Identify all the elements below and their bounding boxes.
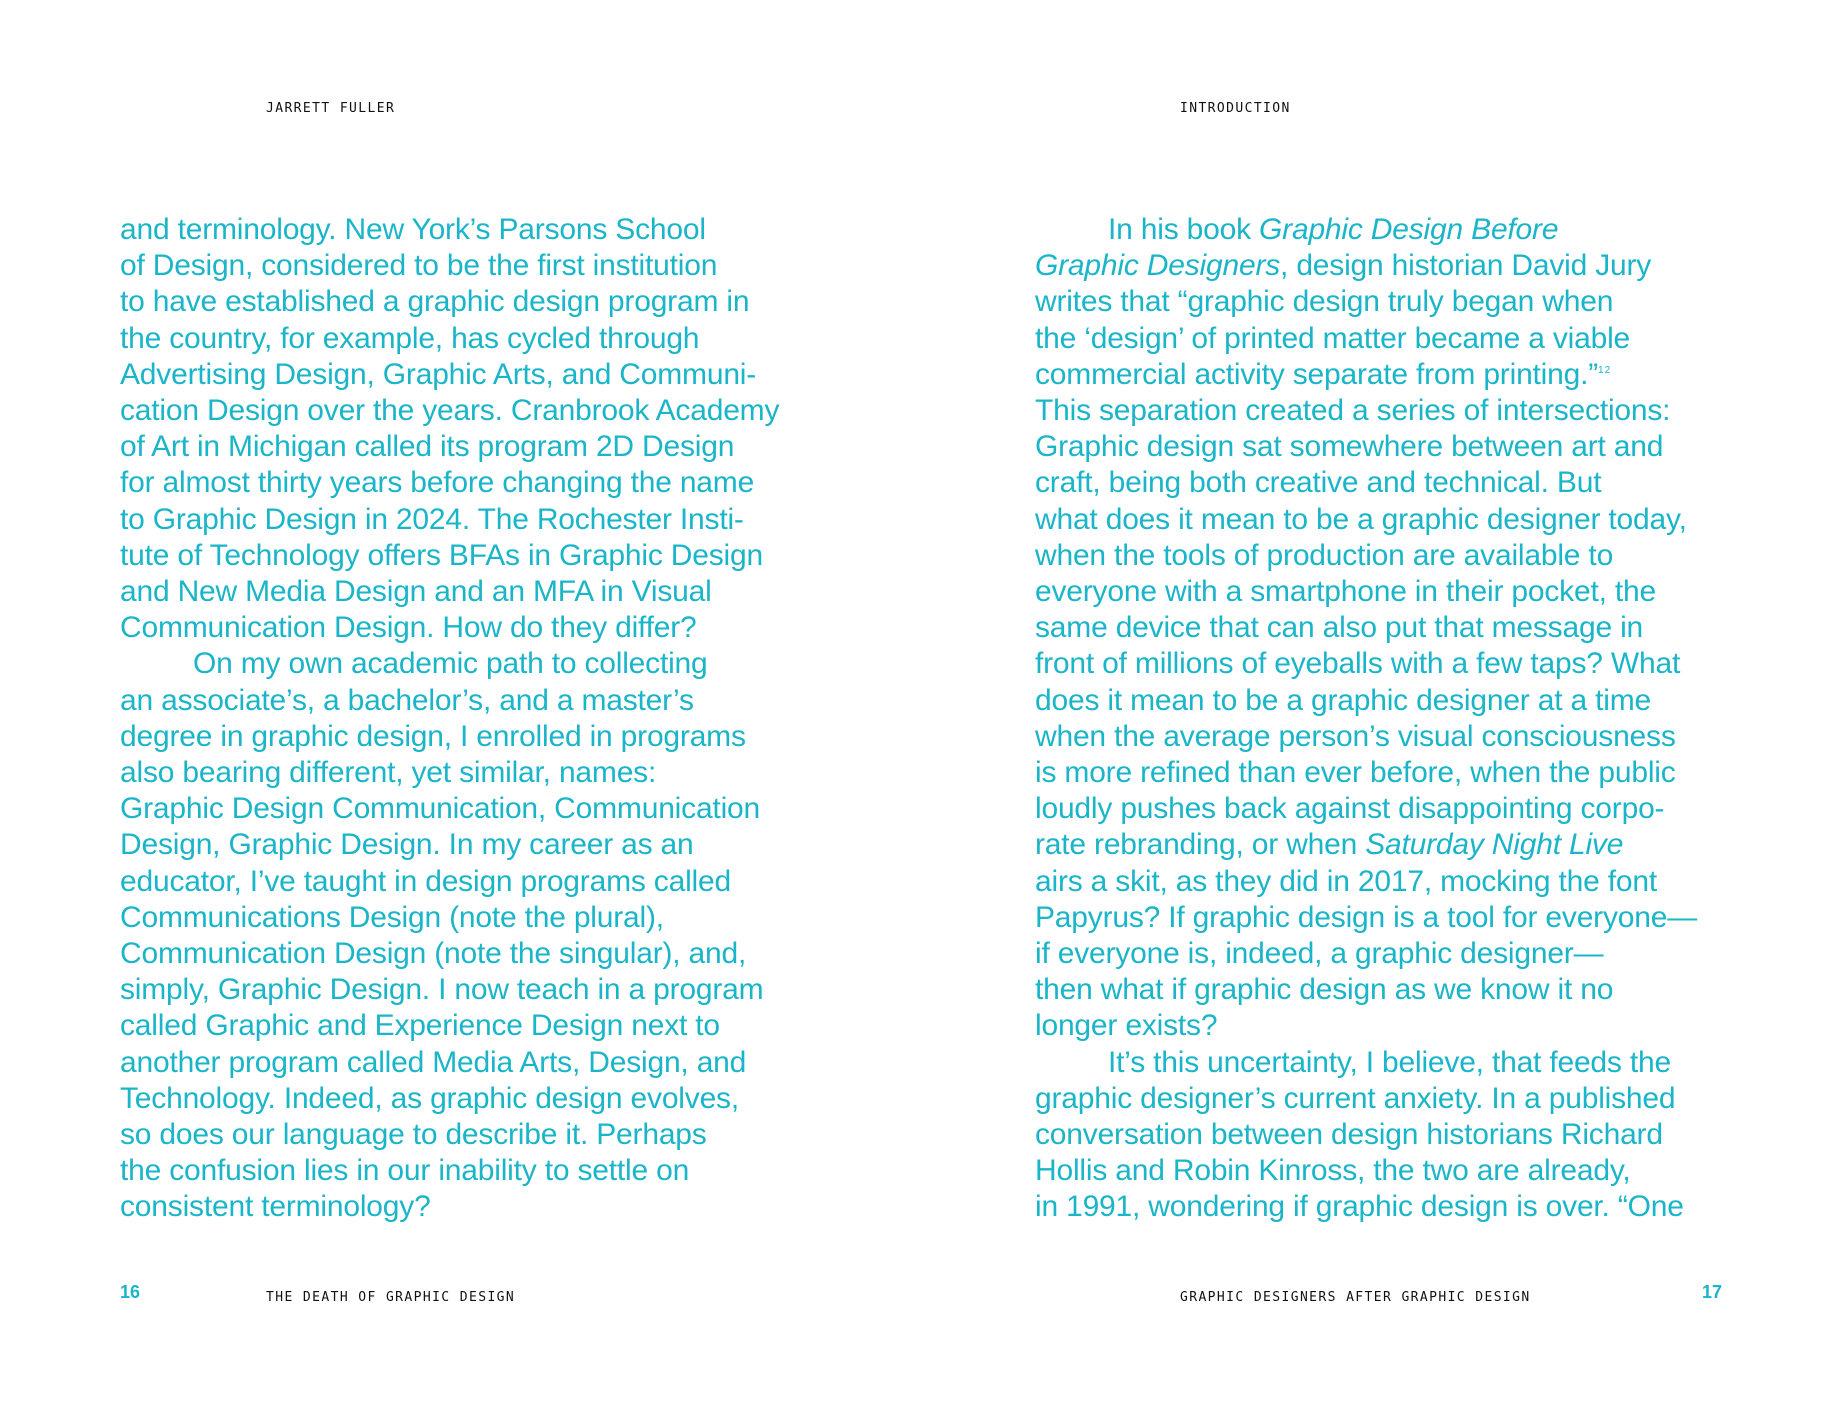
text-line: the confusion lies in our inability to settle on <box>120 1154 690 1188</box>
text-line: This separation created a series of intersections: <box>1035 394 1671 428</box>
show-title-italic: Saturday Night Live <box>1365 828 1624 862</box>
text-line: to have established a graphic design program in <box>120 285 750 319</box>
text-line: longer exists? <box>1035 1009 1218 1043</box>
text-line: Graphic design sat somewhere between art and <box>1035 430 1664 464</box>
text-line: same device that can also put that message in <box>1035 611 1644 645</box>
text-line: writes that “graphic design truly began when <box>1035 285 1614 319</box>
text-line: an associate’s, a bachelor’s, and a master’s <box>120 683 694 717</box>
book-title-italic: Graphic Designers <box>1035 249 1281 283</box>
left-page-text <box>120 212 779 1226</box>
footnote-marker[interactable]: 12 <box>1598 364 1612 376</box>
text-line: does it mean to be a graphic designer at a time <box>1035 683 1651 717</box>
text-line: also bearing different, yet similar, names: <box>120 756 657 790</box>
text-line: when the average person’s visual consciousness <box>1035 719 1676 753</box>
running-foot-right: GRAPHIC DESIGNERS AFTER GRAPHIC DESIGN <box>1180 1290 1531 1305</box>
text-line: consistent terminology? <box>120 1190 431 1224</box>
text-line: the ‘design’ of printed matter became a viable <box>1035 321 1631 355</box>
text-line: Papyrus? If graphic design is a tool for everyone— <box>1035 900 1698 934</box>
text-line: front of millions of eyeballs with a few taps? What <box>1035 647 1681 681</box>
text-line: loudly pushes back against disappointing corpo- <box>1035 792 1665 826</box>
text-line: the country, for example, has cycled through <box>120 321 700 355</box>
text-line: conversation between design historians Richard <box>1035 1118 1663 1152</box>
text-line: and terminology. New York’s Parsons School <box>120 213 706 246</box>
text-line: another program called Media Arts, Design, and <box>120 1045 747 1079</box>
text-line: degree in graphic design, I enrolled in programs <box>120 719 746 753</box>
text-run: commercial activity separate from printing.” <box>1035 357 1599 391</box>
text-line: simply, Graphic Design. I now teach in a program <box>120 973 764 1007</box>
running-head-left: JARRETT FULLER <box>266 101 396 116</box>
text-line: then what if graphic design as we know it no <box>1035 973 1614 1007</box>
text-line: of Design, considered to be the first institution <box>120 249 718 283</box>
text-line: for almost thirty years before changing the name <box>120 466 755 500</box>
text-line: Graphic Design Communication, Communication <box>120 792 761 826</box>
text-line: airs a skit, as they did in 2017, mocking the font <box>1035 864 1658 898</box>
text-line: to Graphic Design in 2024. The Rochester Insti- <box>120 502 744 536</box>
text-line: Design, Graphic Design. In my career as an <box>120 828 694 862</box>
page-number-right: 17 <box>1702 1282 1723 1302</box>
text-line: so does our language to describe it. Perhaps <box>120 1118 707 1152</box>
text-line: if everyone is, indeed, a graphic designer— <box>1035 937 1604 971</box>
text-line: Hollis and Robin Kinross, the two are already, <box>1035 1154 1631 1188</box>
text-line: of Art in Michigan called its program 2D Design <box>120 430 735 464</box>
text-line <box>1035 248 1697 284</box>
text-run: , design historian David Jury <box>1280 249 1652 283</box>
text-line: when the tools of production are available to <box>1035 538 1614 572</box>
text-line: Technology. Indeed, as graphic design evolves, <box>120 1081 739 1115</box>
running-foot-left: THE DEATH OF GRAPHIC DESIGN <box>266 1290 516 1305</box>
text-line: and New Media Design and an MFA in Visual <box>120 575 712 609</box>
running-head-right: INTRODUCTION <box>1180 101 1291 116</box>
paragraph-first-line: On my own academic path to collecting <box>193 647 708 681</box>
text-line: tute of Technology offers BFAs in Graphic Design <box>120 538 763 572</box>
book-title-italic: Graphic Design Before <box>1259 213 1559 246</box>
text-line: cation Design over the years. Cranbrook Academy <box>120 394 780 428</box>
page-number-left: 16 <box>120 1282 141 1302</box>
text-line: in 1991, wondering if graphic design is over. “One <box>1035 1190 1684 1224</box>
text-line: Communication Design (note the singular), and, <box>120 937 747 971</box>
text-line <box>1035 827 1697 863</box>
text-line: called Graphic and Experience Design next to <box>120 1009 720 1043</box>
text-run: In his book <box>1108 213 1260 246</box>
paragraph-first-line <box>1035 212 1697 248</box>
text-line: Communication Design. How do they differ? <box>120 611 697 645</box>
text-line: craft, being both creative and technical. But <box>1035 466 1602 500</box>
text-line <box>1035 357 1697 393</box>
text-line: Communications Design (note the plural), <box>120 900 664 934</box>
text-line: Advertising Design, Graphic Arts, and Communi- <box>120 357 757 391</box>
text-line: educator, I’ve taught in design programs called <box>120 864 731 898</box>
text-line: everyone with a smartphone in their pocket, the <box>1035 575 1656 609</box>
paragraph-first-line: It’s this uncertainty, I believe, that feeds the <box>1108 1045 1671 1079</box>
text-line: is more refined than ever before, when the public <box>1035 756 1676 790</box>
right-page-text <box>1035 212 1697 1226</box>
text-line: graphic designer’s current anxiety. In a published <box>1035 1081 1676 1115</box>
text-run: rate rebranding, or when <box>1035 828 1366 862</box>
text-line: what does it mean to be a graphic designer today, <box>1035 502 1687 536</box>
